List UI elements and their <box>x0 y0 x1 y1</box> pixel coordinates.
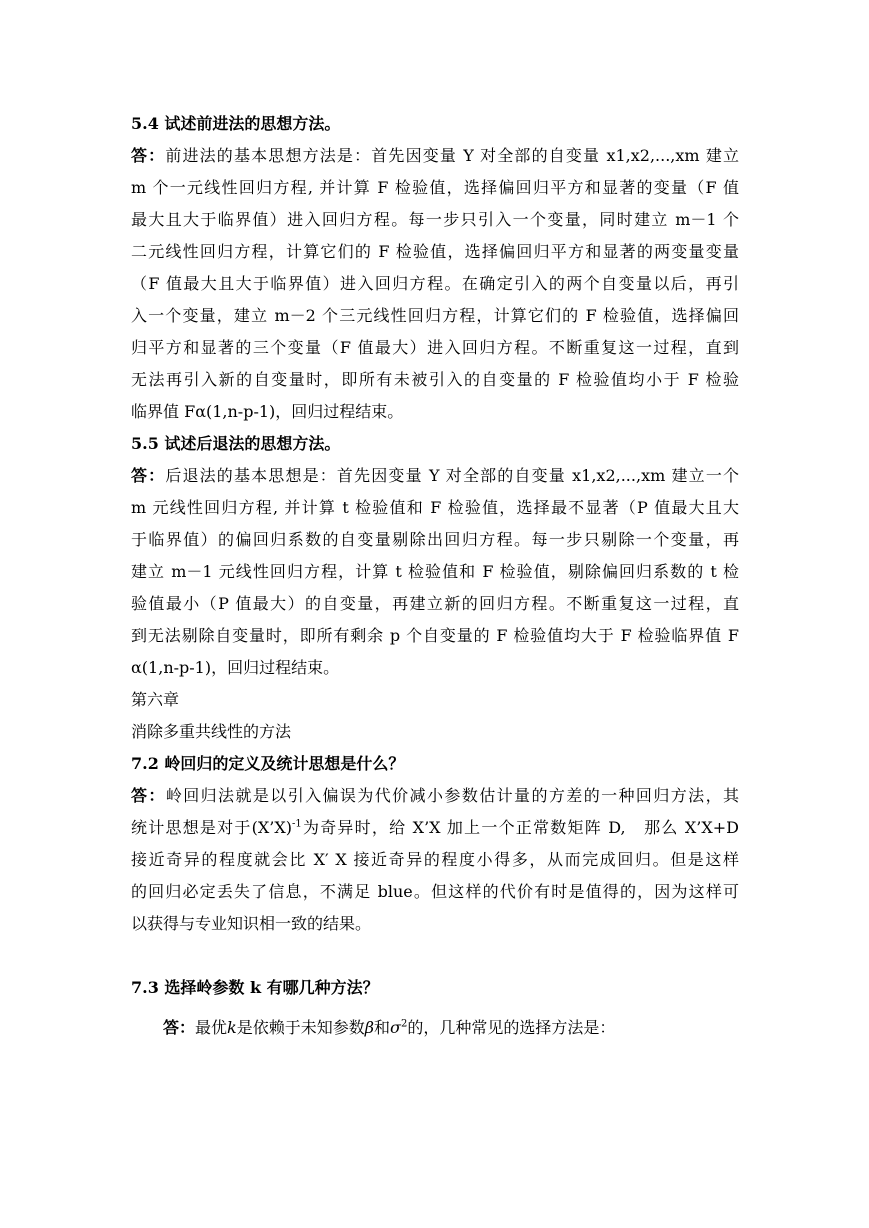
s54-line-2: m 个一元线性回归方程, 并计算 F 检验值，选择偏回归平方和显著的变量（F 值 <box>131 178 739 197</box>
s55-line-1: 答：后退法的基本思想是：首先因变量 Y 对全部的自变量 x1,x2,...,xm 建立一个 <box>131 466 739 485</box>
section-5-4-heading: 5.4 试述前进法的思想方法。 <box>131 114 341 133</box>
s73-line-1: 答：最优k是依赖于未知参数β和$\sigma^2$的，几种常见的选择方法是： <box>163 1018 616 1037</box>
s55-line-5: 验值最小（P 值最大）的自变量，再建立新的回归方程。不断重复这一过程，直 <box>131 594 739 613</box>
sigma-symbol: σ <box>390 1018 401 1037</box>
s72-line-5: 以获得与专业知识相一致的结果。 <box>131 914 372 933</box>
s72-line-4: 的回归必定丢失了信息，不满足 blue。但这样的代价有时是值得的，因为这样可 <box>131 882 739 901</box>
answer-label: 答： <box>131 146 166 165</box>
section-5-5-heading: 5.5 试述后退法的思想方法。 <box>131 434 341 453</box>
s55-line-2: m 元线性回归方程, 并计算 t 检验值和 F 检验值，选择最不显著（P 值最大且大 <box>131 498 739 517</box>
s54-line-4: 二元线性回归方程，计算它们的 F 检验值，选择偏回归平方和显著的两变量变量 <box>131 242 739 261</box>
s55-line-3: 于临界值）的偏回归系数的自变量剔除出回归方程。每一步只剔除一个变量，再 <box>131 530 739 549</box>
s54-line-7: 归平方和显著的三个变量（F 值最大）进入回归方程。不断重复这一过程，直到 <box>131 338 739 357</box>
s55-line-6: 到无法剔除自变量时，即所有剩余 p 个自变量的 F 检验值均大于 F 检验临界值 F <box>131 626 739 645</box>
s54-line-3: 最大且大于临界值）进入回归方程。每一步只引入一个变量，同时建立 m－1 个 <box>131 210 739 229</box>
k-symbol: k <box>227 1018 237 1037</box>
answer-label: 答： <box>163 1018 196 1037</box>
s54-line-6: 入一个变量，建立 m－2 个三元线性回归方程，计算它们的 F 检验值，选择偏回 <box>131 306 739 325</box>
chapter-title: 第六章 <box>131 690 180 709</box>
chapter-subtitle: 消除多重共线性的方法 <box>131 722 292 741</box>
sigma-superscript: 2 <box>400 1018 408 1030</box>
s55-line-7: α(1,n-p-1)，回归过程结束。 <box>131 658 340 677</box>
beta-symbol: β <box>364 1018 374 1037</box>
s54-line-9: 临界值 Fα(1,n-p-1)，回归过程结束。 <box>131 402 404 421</box>
answer-label: 答： <box>131 466 166 485</box>
s54-line-8: 无法再引入新的自变量时，即所有未被引入的自变量的 F 检验值均小于 F 检验 <box>131 370 739 389</box>
s72-line-3: 接近奇异的程度就会比 X′ X 接近奇异的程度小得多，从而完成回归。但是这样 <box>131 850 739 869</box>
inverse-superscript: -1 <box>291 818 302 830</box>
s72-line-1: 答：岭回归法就是以引入偏误为代价减小参数估计量的方差的一种回归方法，其 <box>131 786 739 805</box>
answer-label: 答： <box>131 786 166 805</box>
s54-line-5: （F 值最大且大于临界值）进入回归方程。在确定引入的两个自变量以后，再引 <box>131 274 739 293</box>
s72-line-2: 统计思想是对于(X’X)$^{-1}$为奇异时，给 X’X 加上一个正常数矩阵 D, 那么 X’X+D <box>131 818 739 837</box>
section-7-3-heading: 7.3 选择岭参数 k 有哪几种方法？ <box>131 978 379 997</box>
s55-line-4: 建立 m－1 元线性回归方程，计算 t 检验值和 F 检验值，剔除偏回归系数的 t 检 <box>131 562 739 581</box>
section-7-2-heading: 7.2 岭回归的定义及统计思想是什么？ <box>131 754 405 773</box>
s54-line-1: 答：前进法的基本思想方法是：首先因变量 Y 对全部的自变量 x1,x2,...,xm 建立 <box>131 146 739 165</box>
